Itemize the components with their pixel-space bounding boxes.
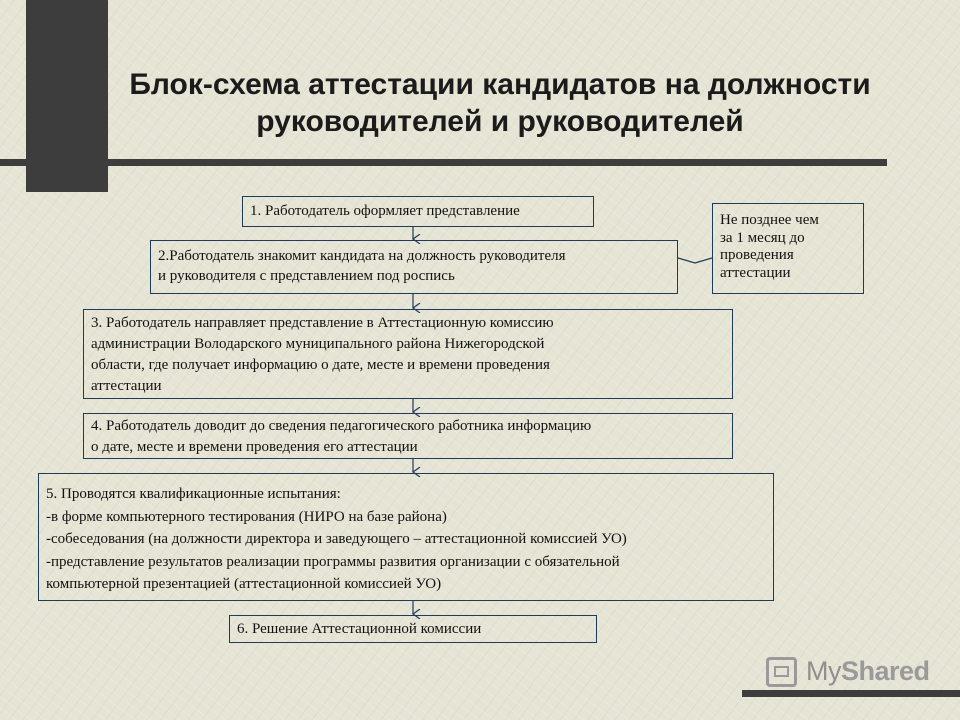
step-5-text-line-4: -представление результатов реализации программы развития организации с обязательной <box>46 553 620 570</box>
bracket-step2-to-note <box>678 258 712 263</box>
deadline-note-box <box>712 203 864 294</box>
step-5-box <box>38 473 774 601</box>
step-1-box <box>242 196 594 227</box>
step-3-text-line-1: 3. Работодатель направляет представление в Аттестационную комиссию <box>91 315 554 331</box>
watermark-shared: Shared <box>841 656 930 686</box>
step-6-text: 6. Решение Аттестационной комиссии <box>237 621 482 637</box>
step-3-text-line-2: администрации Володарского муниципального района Нижегородской <box>91 336 545 352</box>
title-line-2: руководителей и руководителей <box>256 105 744 138</box>
title-line-1: Блок-схема аттестации кандидатов на должности <box>129 68 871 101</box>
step-5-text-line-3: -собеседования (на должности директора и заведующего – аттестационной комиссией УО) <box>46 531 627 547</box>
note-line-1: Не позднее чем <box>720 212 819 228</box>
step-3-text-line-3: области, где получает информацию о дате, месте и времени проведения <box>91 357 550 373</box>
watermark-text <box>806 656 930 687</box>
step-2-box <box>150 240 678 294</box>
presentation-icon <box>766 657 797 687</box>
watermark-my: My <box>806 656 841 686</box>
bottom-dark-bar <box>742 690 960 697</box>
step-3-box <box>83 309 733 399</box>
step-4-box <box>83 413 733 459</box>
step-5-text-line-5: компьютерной презентацией (аттестационной комиссией УО) <box>46 576 442 592</box>
step-4-text-line-1: 4. Работодатель доводит до сведения педагогического работника информацию <box>91 418 592 434</box>
note-line-2: за 1 месяц до <box>720 229 805 246</box>
step-2-text-line-2: и руководителя с представлением под роспись <box>158 267 455 284</box>
step-6-box <box>229 615 597 643</box>
step-4-text-line-2: о дате, месте и времени проведения его аттестации <box>91 439 418 455</box>
step-2-text-line-1: 2.Работодатель знакомит кандидата на должность руководителя <box>158 248 566 264</box>
step-3-text-line-4: аттестации <box>91 378 162 394</box>
note-line-3: проведения <box>720 247 794 263</box>
step-5-text-line-2: -в форме компьютерного тестирования (НИРО на базе района) <box>46 508 447 525</box>
step-5-text-line-1: 5. Проводятся квалификационные испытания: <box>46 486 341 502</box>
note-line-4: аттестации <box>720 264 791 281</box>
step-1-text: 1. Работодатель оформляет представление <box>250 203 520 219</box>
